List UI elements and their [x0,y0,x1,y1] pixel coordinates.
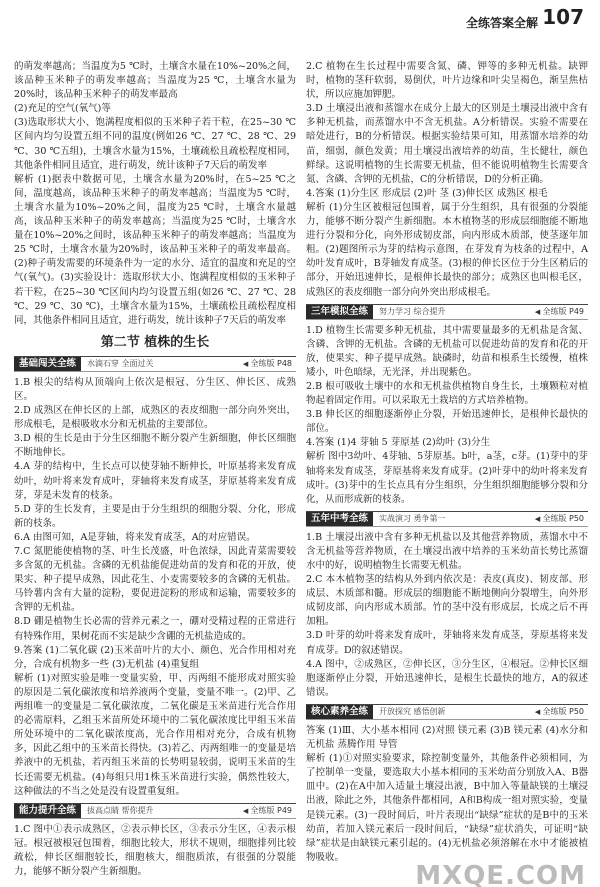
banner-reference: ◀ 全练版 P48 [243,357,292,371]
analysis-paragraph: 解析 图中3幼叶、4芽轴、5芽原基。b叶，a茎，c芽。(1)芽中的芽轴将来发育成茎，芽原基将来发育成芽。(2)叶芽中的幼叶将来发育成叶。(3)芽中的生长点具有分生组织，分生组织细胞能够分裂和分化，从而形成新的枝条。 [306,451,588,505]
question-answer: 3.D 根的生长是由于分生区细胞不断分裂产生新细胞，伸长区细胞不断地伸长。 [14,433,296,459]
banner-title: 基础闯关全练 [14,357,81,371]
question-answer: 2.D 成熟区在伸长区的上部，成熟区的表皮细胞一部分向外突出，形成根毛，是根吸收水分和无机盐的主要部位。 [14,405,296,431]
question-answer: 1.C 图中①表示成熟区，②表示伸长区，③表示分生区，④表示根冠。根冠被根冠包围着，细胞比较大，形状不规则，细胞排列比较疏松，伸长区细胞较长，细胞核大，细胞质浓，有很强的分裂能力，能够不断分裂产生新细胞。 [14,823,296,877]
answer-paragraph: (2)充足的空气(氧气)等 [14,103,111,115]
banner-subtitle: 拔高点睛 帮你提升 [87,805,154,815]
analysis-paragraph: 解析 (1)对照实验是唯一变量实验，甲、丙两组不能形成对照实验的原因是二氧化碳浓度和培养液两个变量，变量不唯一。(2)甲、乙两组唯一的变量是二氧化碳浓度，二氧化碳是玉米苗进行光合作用的必需原料，乙组玉米苗所处环境中的二氧化碳浓度比甲组玉米苗所处环境中的二氧化碳浓度高，光合作用相对充分，合成有机物多，因此乙组中的玉米苗长得快。(3)若乙、丙两组唯一的变量是培养液中的无机盐，若丙组玉米苗的长势明显较弱，说明玉米苗的生长还需要无机盐。(4)每组只用1株玉米苗进行实验，偶然性较大，这种做法的不当之处是没有设置重复组。 [14,672,296,797]
question-answer: 7.C 氮肥能使植物的茎、叶生长茂盛，叶色浓绿，因此青菜需要较多含氮的无机盐。含磷的无机盐能促进幼苗的发育和花的开放，使果实、种子提早成熟，因此花生、小麦需要较多的含磷的无机盐。马铃薯内含有大量的淀粉，要促进淀粉的形成和运输，需要较多的含钾的无机盐。 [14,546,296,614]
banner-reference: ◀ 全练版 P50 [535,512,584,526]
question-answer: 3.B 伸长区的细胞逐渐停止分裂，开始迅速伸长，是根伸长最快的部位。 [306,409,588,435]
question-answer: 3.D 叶芽的幼叶将来发育成叶，芽轴将来发育成茎，芽原基将来发育成芽。D的叙述错误。 [306,630,588,656]
banner-reference: ◀ 全练版 P50 [535,705,584,719]
question-answer: 2.B 根可吸收土壤中的水和无机盐供植物自身生长，土壤颗粒对植物起着固定作用。可以采取无土栽培的方式培养植物。 [306,380,588,407]
left-column [14,60,296,879]
banner-subtitle: 水滴石穿 全面过关 [87,358,154,368]
banner-title: 能力提升全练 [14,804,81,818]
analysis-paragraph: 解析 (1)据表中数据可见，土壤含水量为20%时，在5~25 ℃之间，温度越高，该品种玉米种子的萌发率越高；当温度为5 ℃时，土壤含水量为10%~20%之间，温度为25 ℃时，土壤含水量越高，该品种玉米种子的萌发率越高；当温度为25 ℃时，土壤含水量在10%~20%之间时，该品种玉米种子的萌发率越高；当温度为25 ℃时，土壤含水量为20%时，该品种玉米种子的萌发率最高。(2)种子萌发需要的环境条件为一定的水分、适宜的温度和充足的空气(氧气)。(3)实验设计：选取形状大小、饱满程度相似的玉米种子若干粒，在25~30 ℃区间内均匀设置五组(如26 ℃、27 ℃、28 ℃、29 ℃、30 ℃)，土壤含水量为15%，土壤疏松且疏松程度相同，其他条件相同且适宜，进行萌发，统计该种子7天后的萌发率 [14,173,296,326]
question-answer: 3.D 土壤浸出液和蒸馏水在成分上最大的区别是土壤浸出液中含有多种无机盐，而蒸馏水中不含无机盐。A分析错误。实验不需要在暗处进行，B的分析错误。根据实验结果可知，用蒸馏水培养的幼苗，细弱，颜色发黄；用土壤浸出液培养的幼苗，生长健壮，颜色鲜绿。这说明植物的生长需要无机盐，但不能说明植物生长需要含氮、含磷、含钾的无机盐，C的分析错误，D的分析正确。 [306,103,588,185]
section-banner [14,356,296,372]
section-banner [306,704,588,720]
right-column [306,60,588,865]
question-answer: 6.A 由图可知，A是芽轴，将来发育成茎，A的对应错误。 [14,531,256,543]
question-answer: 1.D 植物生长需要多种无机盐，其中需要量最多的无机盐是含氮、含磷、含钾的无机盐。含磷的无机盐可以促进幼苗的发育和花的开放，使果实、种子提早成熟。缺磷时，幼苗和根系生长缓慢，植株矮小，叶色暗绿，无光泽，并出现紫色。 [306,324,588,378]
question-answer: 2.C 本木植物茎的结构从外到内依次是：表皮(真皮)、韧皮部、形成层、木质部和髓。形成层的细胞能不断地侧向分裂增生，向外形成韧皮部，向内形成木质部。竹的茎中没有形成层，长成之后不再加粗。 [306,574,588,628]
banner-title: 三年模拟全练 [306,305,373,319]
question-answer: 4.答案 (1)4 芽轴 5 芽原基 (2)幼叶 (3)分生 [306,437,491,449]
banner-reference: ◀ 全练版 P49 [535,305,584,319]
banner-title: 五年中考全练 [306,512,373,526]
section-banner [306,304,588,320]
question-answer: 1.B 根尖的结构从顶端向上依次是根冠、分生区、伸长区、成熟区。 [14,376,296,402]
section-title: 第二节 植株的生长 [100,334,210,350]
banner-reference: ◀ 全练版 P49 [243,804,292,818]
analysis-paragraph: 解析 (1)①对照实验要求，除控制变量外，其他条件必须相同，为了控制单一变量，要选取大小基本相同的玉米幼苗分别放入A、B器皿中。(2)在A中加入适量土壤浸出液，B中加入等量缺镁的土壤浸出液，除此之外，其他条件都相同，A和B构成一组对照实验，变量是镁元素。(3)一段时间后，叶片表现出“缺绿”症状的是B中的玉米幼苗，若加入镁元素后一段时间后，“缺绿”症状消失，可证明“缺绿”症状是由缺镁元素引起的。(4)无机盐必须溶解在水中才能被植物吸收。 [306,753,588,863]
banner-subtitle: 实战演习 勇争第一 [379,513,446,523]
question-answer: 4.答案 (1)分生区 形成层 (2)叶 茎 (3)伸长区 成熟区 根毛 [306,187,548,199]
question-answer: 5.D 芽的生长发育，主要是由于分生组织的细胞分裂、分化，形成新的枝条。 [14,503,296,529]
question-answer: 2.C 植物在生长过程中需要含氮、磷、钾等的多种无机盐。缺钾时，植物的茎秆软弱，易倒伏，叶片边缘和叶尖呈褐色，渐呈焦枯状，所以应施加钾肥。 [306,61,588,101]
question-answer: 4.A 图中，②成熟区，②伸长区，③分生区，④根冠。②伸长区细胞逐渐停止分裂，开始迅速伸长，是根生长最快的地方，A的叙述错误。 [306,658,588,698]
question-answer: 1.B 土壤浸出液中含有多种无机盐以及其他营养物质，蒸馏水中不含无机盐等营养物质，在土壤浸出液中培养的玉米幼苗长势比蒸馏水中的好，说明植物生长需要无机盐。 [306,531,588,571]
banner-title: 核心素养全练 [306,705,373,719]
question-answer: 答案 (1)Ⅲ、大小基本相同 (2)对照 镁元素 (3)B 镁元素 (4)水分和无机盐 蒸腾作用 导管 [306,724,588,751]
answer-paragraph: (3)选取形状大小、饱满程度相似的玉米种子若干粒，在25~30 ℃区间内均匀设置五组不同的温度(例如26 ℃、27 ℃、28 ℃、29 ℃、30 ℃五组)，土壤含水量为15%，土壤疏松且疏松程度相同，其他条件相同且适宜，进行萌发，统计该种子7天后的萌发率 [14,117,296,171]
analysis-paragraph: 解析 (1)分生区被根冠包围着，属于分生组织，具有很强的分裂能力，能够不断分裂产生新细胞。本木植物茎的形成层细胞能不断地进行分裂和分化，向外形成韧皮部，向内形成木质部，使茎逐年加粗。(2)题图所示为芽的结构示意图，在芽发育为枝条的过程中，A幼叶发育成叶，B芽轴发育成茎。(3)根的伸长区位于分生区稍后的部分，开始迅速伸长，是根伸长最快的部分；成熟区也叫根毛区，成熟区的表皮细胞一部分向外突出形成根毛。 [306,201,588,298]
header-title: 全练答案全解 [465,16,538,30]
banner-subtitle: 开放探究 感悟创新 [379,706,446,716]
question-answer: 4.A 芽的结构中，生长点可以使芽轴不断伸长，叶原基将来发育成幼叶，幼叶将来发育成叶，芽轴将来发育成茎，芽原基将来发育成芽，芽是未发育的枝条。 [14,461,296,501]
banner-subtitle: 努力学习 综合提升 [379,306,446,316]
section-banner [306,511,588,527]
section-banner [14,803,296,819]
answer-paragraph: 的萌发率越高；当温度为5 ℃时，土壤含水量在10%~20%之间，该品种玉米种子的萌发率越高；当温度为25 ℃，土壤含水量为20%时，该品种玉米种子的萌发率最高 [14,61,296,101]
watermark: MXQE.COM [415,860,586,887]
question-answer: 8.D 硼是植物生长必需的营养元素之一，硼对受精过程的正常进行有特殊作用，果树花而不实是缺少含硼的无机盐造成的。 [14,616,296,642]
page-number: 107 [542,5,584,29]
page-header [0,5,600,38]
question-answer: 9.答案 (1)二氧化碳 (2)玉米苗叶片的大小、颜色、光合作用相对充分，合成有机物多一些 (3)无机盐 (4)重复组 [14,644,296,670]
